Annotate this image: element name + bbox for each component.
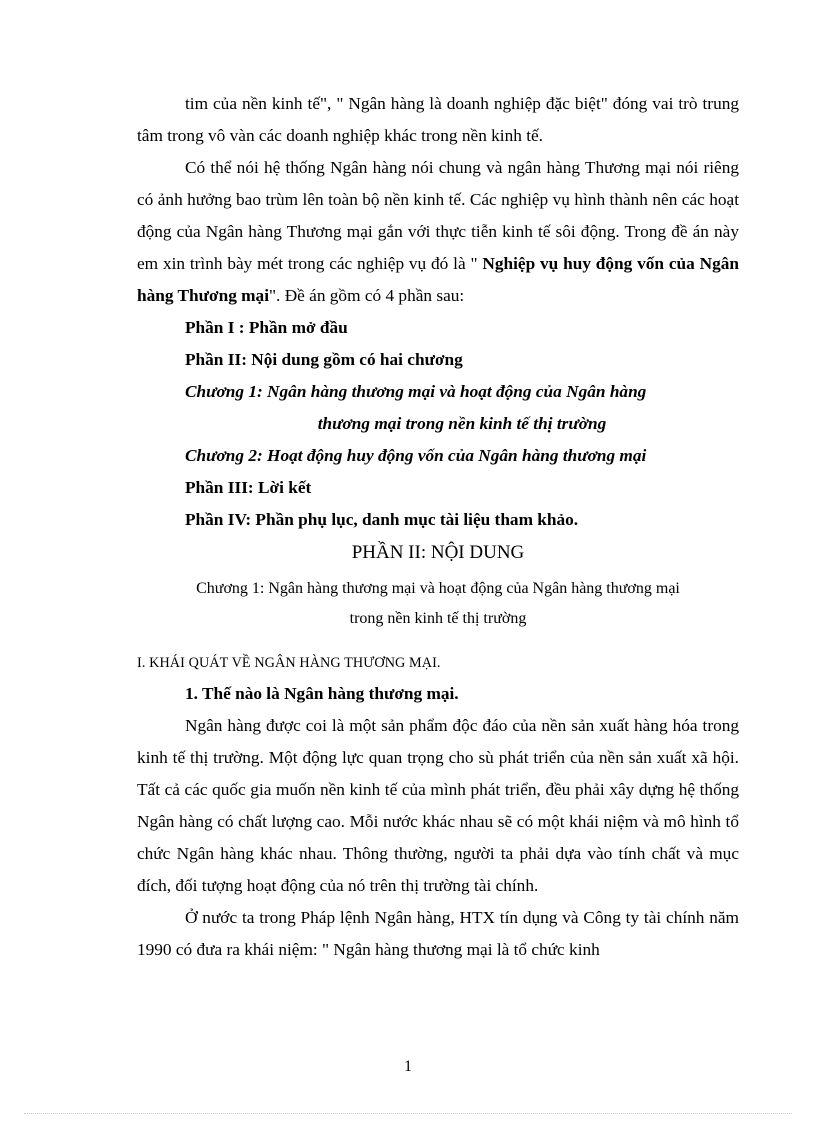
chapter-title-line1: Chương 1: Ngân hàng thương mại và hoạt động của Ngân hàng thương mại [196, 580, 680, 597]
subsection-title: 1. Thế nào là Ngân hàng thương mại. [185, 684, 459, 703]
page-bottom-divider [24, 1113, 792, 1114]
paragraph-overview-end: ". Đề án gồm có 4 phần sau: [269, 286, 465, 305]
section-title: I. KHÁI QUÁT VỀ NGÂN HÀNG THƯƠNG MẠI. [137, 655, 441, 671]
paragraph-definition: Ngân hàng được coi là một sản phẩm độc đáo của nền sản xuất hàng hóa trong kinh tế thị trường. Một động lực quan trọng cho sù phát triển của nền sản xuất xã hội. Tất cả các quốc gia muốn nền kinh tế của mình phát triển, đều phải xây dựng hệ thống Ngân hàng có chất lượng cao. Mỗi nước khác nhau sẽ có một khái niệm và mô hình tổ chức Ngân hàng khác nhau. Thông thường, người ta phải dựa vào tính chất và mục đích, đối tượng hoạt động của nó trên thị trường tài chính. [137, 716, 739, 895]
part-heading: PHẦN II: NỘI DUNG [351, 542, 525, 563]
outline-part3: Phần III: Lời kết [185, 478, 312, 497]
page-number: 1 [404, 1058, 412, 1075]
paragraph-intro: tim của nền kinh tế", " Ngân hàng là doanh nghiệp đặc biệt" đóng vai trò trung tâm trong vô vàn các doanh nghiệp khác trong nền kinh tế. [137, 94, 739, 145]
outline-part2: Phần II: Nội dung gồm có hai chương [185, 350, 463, 369]
outline-chapter1-line1: Chương 1: Ngân hàng thương mại và hoạt động của Ngân hàng [185, 382, 647, 401]
paragraph-law: Ở nước ta trong Pháp lệnh Ngân hàng, HTX tín dụng và Công ty tài chính năm 1990 có đưa ra khái niệm: " Ngân hàng thương mại là tổ chức kinh [137, 908, 739, 959]
paragraph-overview [137, 152, 739, 312]
outline-chapter1 [137, 376, 739, 440]
outline-chapter1-line2: thương mại trong nền kinh tế thị trường [317, 414, 607, 433]
paragraph-overview-bold: Nghiệp vụ huy động vốn của Ngân hàng Thương mại [137, 254, 739, 305]
outline-chapter2: Chương 2: Hoạt động huy động vốn của Ngân hàng thương mại [185, 446, 647, 465]
outline-part4: Phần IV: Phần phụ lục, danh mục tài liệu tham khảo. [185, 510, 579, 529]
chapter-title [137, 574, 739, 634]
paragraph-overview-text: Có thể nói hệ thống Ngân hàng nói chung và ngân hàng Thương mại nói riêng có ảnh hưởng bao trùm lên toàn bộ nền kinh tế. Các nghiệp vụ hình thành nên các hoạt động của Ngân hàng Thương mại gắn với thực tiễn kinh tế sôi động. Trong đề án này em xin trình bày mét trong các nghiệp vụ đó là " [137, 158, 739, 273]
chapter-title-line2: trong nền kinh tế thị trường [349, 610, 527, 627]
outline-part1: Phần I : Phần mở đầu [185, 318, 348, 337]
document-page [137, 88, 739, 966]
